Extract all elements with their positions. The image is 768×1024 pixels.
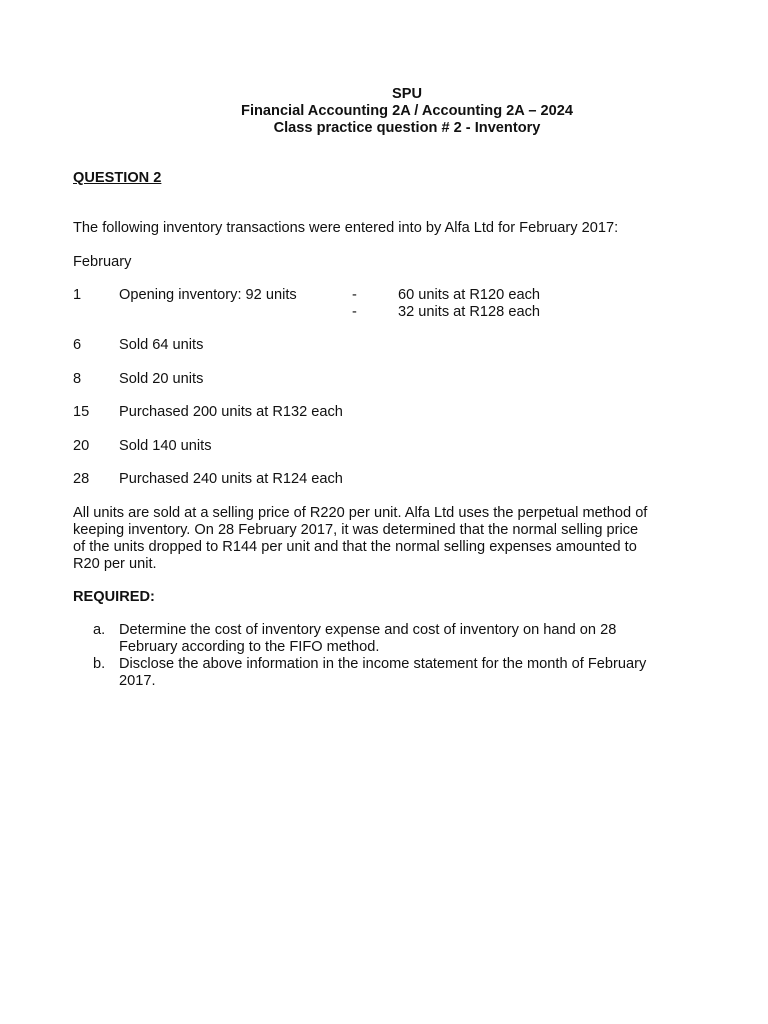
transaction-row bbox=[73, 471, 713, 488]
list-item bbox=[93, 622, 693, 656]
course-title: Financial Accounting 2A / Accounting 2A – 2024 bbox=[241, 103, 573, 119]
paragraph-line: All units are sold at a selling price of R220 per unit. Alfa Ltd uses the perpetual method of bbox=[73, 505, 648, 521]
transaction-row bbox=[73, 304, 713, 321]
list-marker: a. bbox=[93, 622, 106, 638]
transaction-row bbox=[73, 404, 713, 421]
list-item bbox=[93, 656, 693, 690]
list-item-line: 2017. bbox=[119, 673, 156, 689]
transaction-day: 28 bbox=[73, 471, 90, 487]
paragraph-line: keeping inventory. On 28 February 2017, it was determined that the normal selling price bbox=[73, 522, 639, 538]
transaction-description: Sold 64 units bbox=[119, 337, 204, 353]
practice-title: Class practice question # 2 - Inventory bbox=[273, 120, 541, 136]
institution-name: SPU bbox=[391, 86, 422, 102]
transaction-description: Purchased 240 units at R124 each bbox=[119, 471, 343, 487]
transaction-day: 8 bbox=[73, 371, 82, 387]
transaction-dash: - bbox=[352, 287, 357, 303]
required-list bbox=[93, 622, 693, 690]
required-heading: REQUIRED: bbox=[73, 589, 155, 605]
question-title: QUESTION 2 bbox=[73, 170, 162, 186]
transaction-day: 15 bbox=[73, 404, 90, 420]
transaction-dash: - bbox=[352, 304, 357, 320]
transaction-row bbox=[73, 438, 713, 455]
transaction-row bbox=[73, 337, 713, 354]
transaction-detail: 32 units at R128 each bbox=[398, 304, 540, 320]
transaction-description: Sold 20 units bbox=[119, 371, 204, 387]
transaction-description: Sold 140 units bbox=[119, 438, 212, 454]
document-header bbox=[0, 86, 768, 137]
paragraph-line: R20 per unit. bbox=[73, 556, 157, 572]
transaction-row bbox=[73, 371, 713, 388]
paragraph-line: of the units dropped to R144 per unit and that the normal selling expenses amounted to bbox=[73, 539, 637, 555]
month-label: February bbox=[73, 254, 132, 270]
intro-text: The following inventory transactions were entered into by Alfa Ltd for February 2017: bbox=[73, 220, 619, 236]
transaction-description: Purchased 200 units at R132 each bbox=[119, 404, 343, 420]
transaction-detail: 60 units at R120 each bbox=[398, 287, 540, 303]
transaction-day: 1 bbox=[73, 287, 82, 303]
transaction-description: Opening inventory: 92 units bbox=[119, 287, 297, 303]
list-item-line: Disclose the above information in the income statement for the month of February bbox=[119, 656, 647, 672]
list-item-line: Determine the cost of inventory expense and cost of inventory on hand on 28 bbox=[119, 622, 617, 638]
transaction-row bbox=[73, 287, 713, 304]
transaction-day: 20 bbox=[73, 438, 90, 454]
body-paragraph bbox=[73, 505, 703, 573]
transaction-day: 6 bbox=[73, 337, 82, 353]
list-item-line: February according to the FIFO method. bbox=[119, 639, 380, 655]
list-marker: b. bbox=[93, 656, 106, 672]
